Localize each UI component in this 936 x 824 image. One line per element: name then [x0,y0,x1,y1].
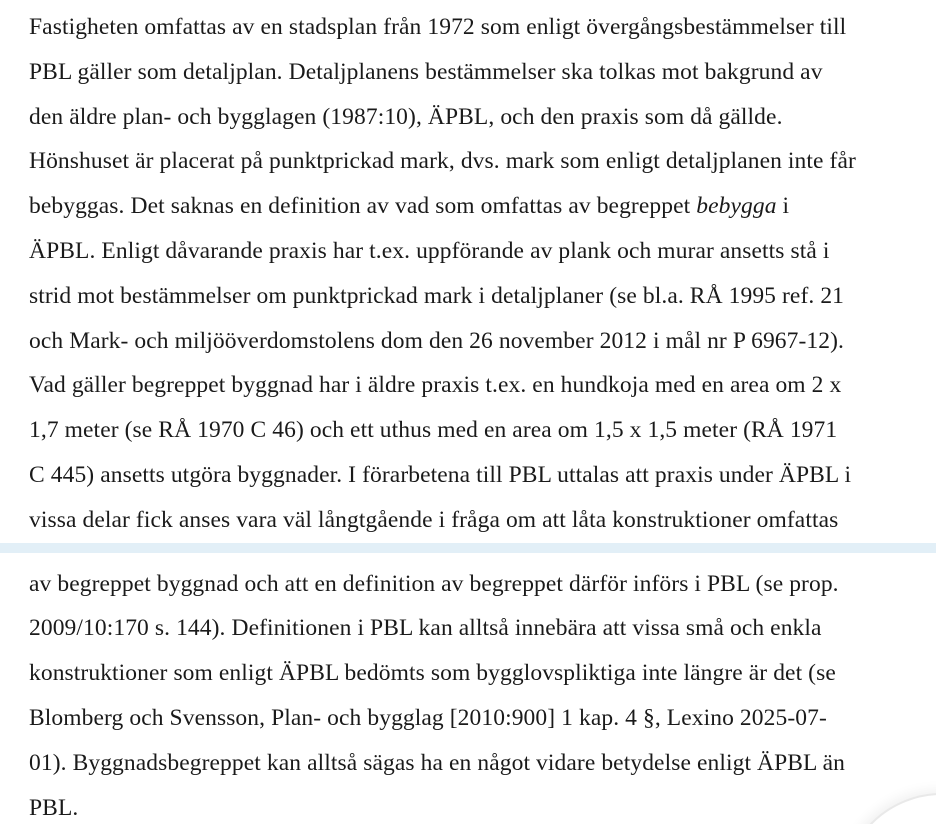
text-line [29,651,928,696]
text-segment: 01). Byggnadsbegreppet kan alltså sägas ha en något vidare betydelse enligt ÄPBL än [29,749,845,776]
text-line [29,696,928,741]
text-segment: konstruktioner som enligt ÄPBL bedömts som bygglovspliktiga inte längre är det (se [29,660,836,687]
page-separator [0,543,936,553]
text-segment: Fastigheten omfattas av en stadsplan från 1972 som enligt övergångsbestämmelser till [29,14,847,40]
text-segment: Vad gäller begreppet byggnad har i äldre praxis t.ex. en hundkoja med en area om 2 x [29,372,842,399]
text-segment: PBL gäller som detaljplan. Detaljplanens bestämmelser ska tolkas mot bakgrund av [29,58,823,85]
text-segment: Hönshuset är placerat på punktprickad mark, dvs. mark som enligt detaljplanen inte får [29,148,856,175]
text-line [29,562,928,607]
text-segment: 1,7 meter (se RÅ 1970 C 46) och ett uthus med en area om 1,5 x 1,5 meter (RÅ 1971 [29,417,838,444]
text-segment: PBL. [29,794,79,821]
text-line [29,786,928,824]
text-segment: bebyggas. Det saknas en definition av vad som omfattas av begreppet [29,193,697,220]
text-line [29,274,928,319]
emphasized-text-segment: bebygga [696,193,777,220]
text-segment: av begreppet byggnad och att en definition av begreppet därför införs i PBL (se prop. [29,570,839,597]
text-line [29,498,928,543]
text-segment: och Mark- och miljööverdomstolens dom den 26 november 2012 i mål nr P 6967-12). [29,327,845,354]
text-line [29,229,928,274]
text-line [29,50,928,95]
text-segment: Blomberg och Svensson, Plan- och bygglag [2010:900] 1 kap. 4 §, Lexino 2025-07- [29,704,827,731]
text-line [29,184,928,229]
text-segment: vissa delar fick anses vara väl långtgående i fråga om att låta konstruktioner omfattas [29,506,839,533]
text-line [29,606,928,651]
text-line [29,139,928,184]
document-page-section-2 [0,553,936,824]
text-line [29,363,928,408]
text-line [29,453,928,498]
text-segment: i [776,193,790,220]
text-segment: strid mot bestämmelser om punktprickad mark i detaljplaner (se bl.a. RÅ 1995 ref. 21 [29,282,845,309]
text-line [29,408,928,453]
text-segment: 2009/10:170 s. 144). Definitionen i PBL kan alltså innebära att vissa små och enkla [29,615,822,642]
text-segment: den äldre plan- och bygglagen (1987:10), ÄPBL, och den praxis som då gällde. [29,103,783,130]
text-line [29,95,928,140]
text-line [29,5,928,50]
text-line [29,741,928,786]
text-line [29,319,928,364]
text-segment: ÄPBL. Enligt dåvarande praxis har t.ex. uppförande av plank och murar ansetts stå i [29,237,830,264]
text-segment: C 445) ansetts utgöra byggnader. I förarbetena till PBL uttalas att praxis under ÄPBL i [29,461,852,488]
